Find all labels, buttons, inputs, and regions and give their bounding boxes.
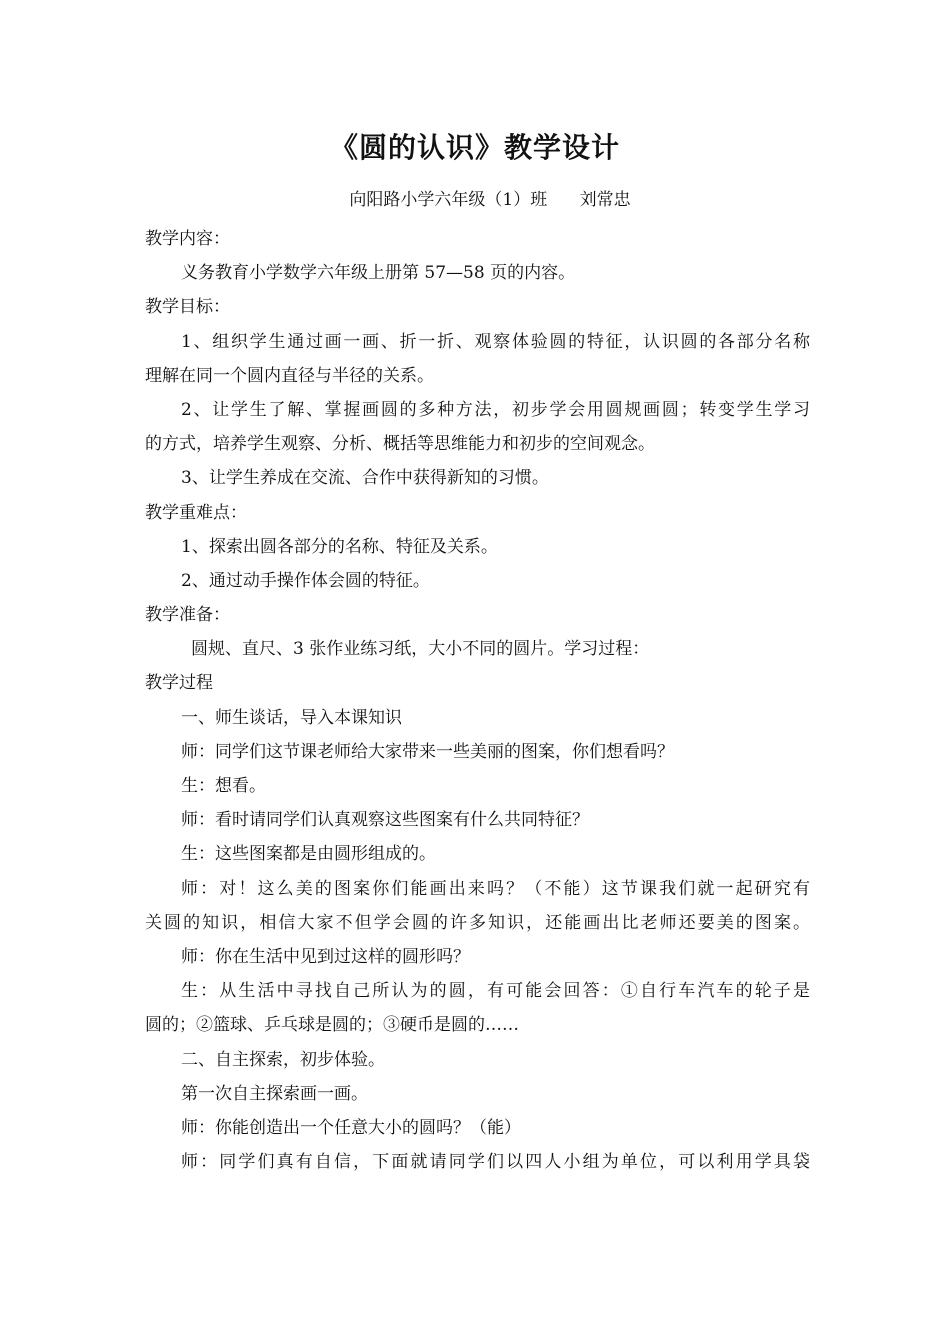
paragraph-line: 二、自主探索，初步体验。 [181, 1049, 385, 1070]
paragraph-line: 师：对！这么美的图案你们能画出来吗？（不能）这节课我们就一起研究有 [181, 878, 810, 899]
paragraph-line: 2、通过动手操作体会圆的特征。 [181, 570, 430, 591]
paragraph-line: 生：这些图案都是由圆形组成的。 [181, 844, 436, 865]
document-title: 《圆的认识》教学设计 [329, 131, 620, 164]
paragraph-line: 的方式，培养学生观察、分析、概括等思维能力和初步的空间观念。 [145, 434, 655, 455]
paragraph-line: 2、让学生了解、掌握画圆的多种方法，初步学会用圆规画圆；转变学生学习 [181, 399, 810, 420]
section-heading: 教学重难点： [145, 502, 247, 523]
paragraph-line: 第一次自主探索画一画。 [181, 1083, 368, 1104]
paragraph-line: 1、探索出圆各部分的名称、特征及关系。 [181, 536, 498, 557]
section-heading: 教学内容： [145, 229, 230, 249]
paragraph-line: 师：你在生活中见到过这样的圆形吗？ [181, 946, 470, 967]
author-line: 向阳路小学六年级（1）班 刘常忠 [349, 190, 631, 210]
paragraph-line: 关圆的知识，相信大家不但学会圆的许多知识，还能画出比老师还要美的图案。 [145, 912, 810, 933]
section-heading: 教学目标： [145, 297, 230, 318]
document-body [145, 222, 810, 1179]
paragraph-line: 理解在同一个圆内直径与半径的关系。 [145, 365, 434, 386]
paragraph-line: 师：你能创造出一个任意大小的圆吗？（能） [181, 1117, 521, 1138]
paragraph-line: 师：同学们真有自信，下面就请同学们以四人小组为单位，可以利用学具袋 [181, 1152, 810, 1173]
paragraph-line: 一、师生谈话，导入本课知识 [181, 707, 402, 728]
paragraph-line: 生：想看。 [181, 776, 266, 796]
paragraph-line: 师：看时请同学们认真观察这些图案有什么共同特征？ [181, 810, 589, 831]
paragraph-line: 义务教育小学数学六年级上册第 57—58 页的内容。 [181, 263, 576, 284]
section-heading: 教学过程 [145, 673, 213, 694]
paragraph-line: 师：同学们这节课老师给大家带来一些美丽的图案，你们想看吗？ [181, 741, 674, 762]
paragraph-line: 圆的；②篮球、乒乓球是圆的；③硬币是圆的…… [145, 1015, 519, 1036]
paragraph-line: 3、让学生养成在交流、合作中获得新知的习惯。 [181, 468, 549, 489]
paragraph-line: 1、组织学生通过画一画、折一折、观察体验圆的特征，认识圆的各部分名称 [181, 331, 810, 352]
paragraph-line: 圆规、直尺、3 张作业练习纸，大小不同的圆片。学习过程： [191, 639, 650, 660]
section-heading: 教学准备： [145, 605, 230, 626]
paragraph-line: 生：从生活中寻找自己所认为的圆，有可能会回答：①自行车汽车的轮子是 [181, 981, 810, 1002]
